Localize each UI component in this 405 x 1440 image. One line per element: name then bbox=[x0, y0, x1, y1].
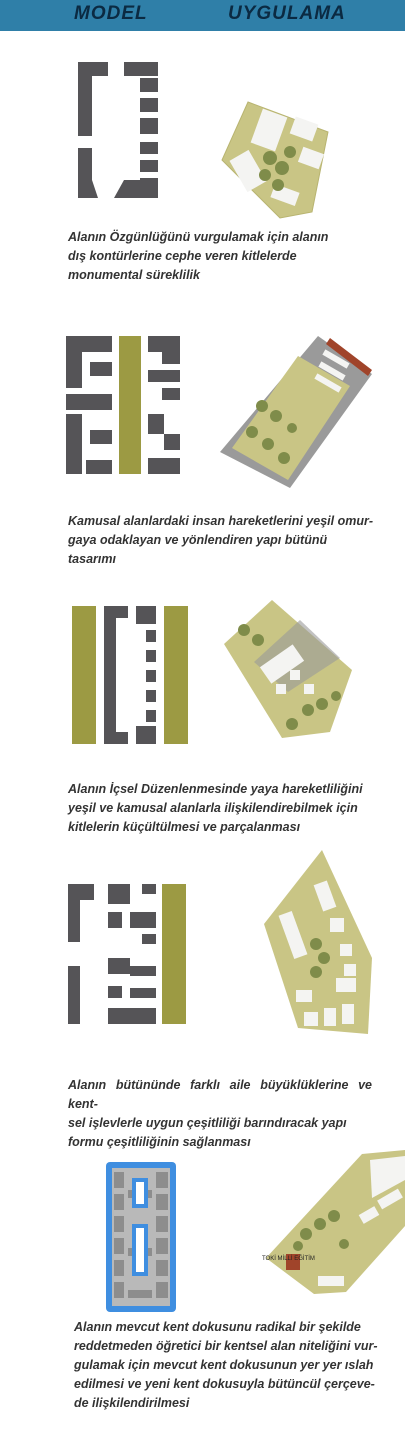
caption-3-line: yeşil ve kamusal alanlarla ilişkilendirebilmek için bbox=[68, 801, 358, 815]
caption-5-line: Alanın mevcut kent dokusunu radikal bir şekilde bbox=[74, 1320, 361, 1334]
caption-3-line: kitlelerin küçültülmesi ve parçalanması bbox=[68, 820, 301, 834]
caption-3 bbox=[68, 780, 374, 837]
caption-4-line: sel işlevlerle uygun çeşitliliği barındıracak yapı bbox=[68, 1116, 347, 1130]
caption-2 bbox=[68, 512, 376, 569]
section-1 bbox=[0, 40, 405, 300]
header-bar bbox=[0, 0, 405, 31]
application-site-plan-5 bbox=[0, 1150, 405, 1320]
caption-5-line: edilmesi ve yeni kent dokusuyla bütüncül çerçeve- bbox=[74, 1377, 375, 1391]
caption-2-line: tasarımı bbox=[68, 552, 116, 566]
caption-1-line: dış kontürlerine cephe veren kitlelerde bbox=[68, 249, 297, 263]
application-site-plan-2 bbox=[0, 330, 405, 510]
application-site-plan-3 bbox=[0, 600, 405, 770]
caption-5-line: de ilişkilendirilmesi bbox=[74, 1396, 190, 1410]
caption-5 bbox=[74, 1318, 378, 1413]
caption-4-line: Alanın bütününde farklı aile büyüklüklerine ve kent- bbox=[68, 1078, 372, 1111]
header-model-label: MODEL bbox=[74, 3, 148, 24]
caption-1 bbox=[68, 228, 334, 285]
application-site-plan-4 bbox=[0, 848, 405, 1048]
caption-5-line: reddetmeden öğretici bir kentsel alan niteliğini vur- bbox=[74, 1339, 378, 1353]
caption-1-line: monumental süreklilik bbox=[68, 268, 200, 282]
application-site-plan-1 bbox=[0, 40, 405, 220]
caption-3-line: Alanın İçsel Düzenlenmesinde yaya hareketliliğini bbox=[68, 782, 363, 796]
header-uygulama-label: UYGULAMA bbox=[228, 3, 346, 24]
section-2 bbox=[0, 330, 405, 590]
site-label: TOKİ MİLLİ EĞİTİM bbox=[262, 1256, 315, 1262]
caption-4-line: formu çeşitliliğinin sağlanması bbox=[68, 1135, 251, 1149]
caption-2-line: gaya odaklayan ve yönlendiren yapı bütünü bbox=[68, 533, 328, 547]
caption-4 bbox=[68, 1076, 372, 1152]
caption-1-line: Alanın Özgünlüğünü vurgulamak için alanın bbox=[68, 230, 329, 244]
section-5 bbox=[0, 1150, 405, 1440]
section-3 bbox=[0, 600, 405, 850]
section-4 bbox=[0, 848, 405, 1149]
caption-2-line: Kamusal alanlardaki insan hareketlerini yeşil omur- bbox=[68, 514, 373, 528]
caption-5-line: gulamak için mevcut kent dokusunun yer yer ıslah bbox=[74, 1358, 374, 1372]
